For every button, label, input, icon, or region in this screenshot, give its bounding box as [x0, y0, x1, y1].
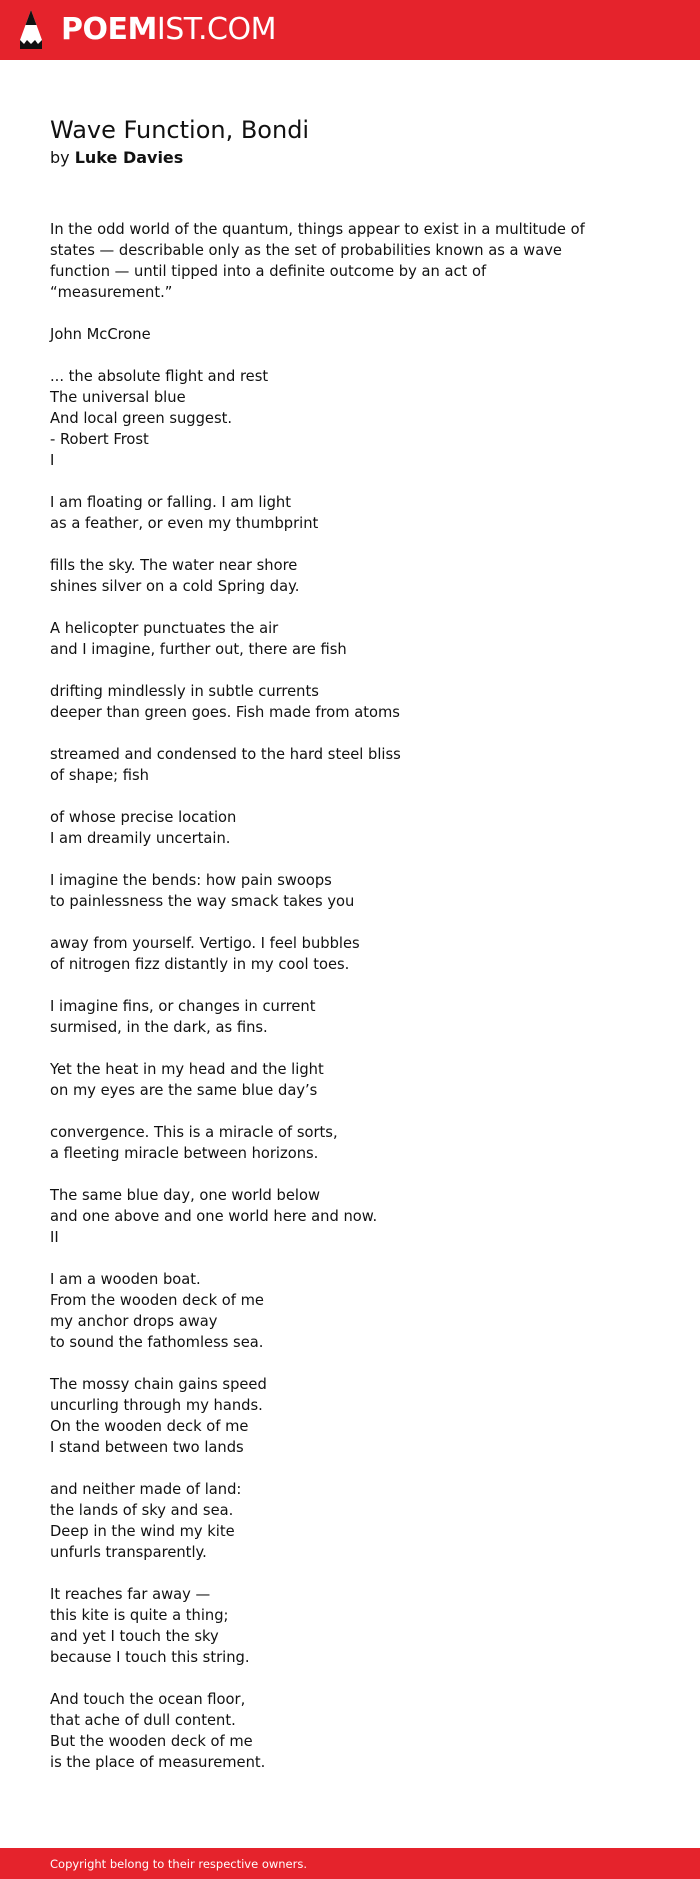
- poem-line: and one above and one world here and now.: [50, 1208, 378, 1225]
- stanza-break: [50, 786, 610, 807]
- poem-line: John McCrone: [50, 326, 151, 343]
- stanza-break: [50, 1563, 610, 1584]
- stanza-break: [50, 1668, 610, 1689]
- stanza-break: [50, 660, 610, 681]
- poem-line: And touch the ocean floor,: [50, 1691, 246, 1708]
- poem-line: of nitrogen fizz distantly in my cool toes.: [50, 956, 350, 973]
- poem-line: But the wooden deck of me: [50, 1733, 253, 1750]
- poem-line: that ache of dull content.: [50, 1712, 236, 1729]
- site-footer: [0, 1848, 700, 1879]
- poem-line: because I touch this string.: [50, 1649, 250, 1666]
- poem-line: I am floating or falling. I am light: [50, 494, 291, 511]
- poem-line: on my eyes are the same blue day’s: [50, 1082, 318, 1099]
- poem-line: uncurling through my hands.: [50, 1397, 263, 1414]
- poem-line: surmised, in the dark, as fins.: [50, 1019, 268, 1036]
- copyright-text: Copyright belong to their respective owners.: [50, 1857, 308, 1871]
- poem-line: this kite is quite a thing;: [50, 1607, 229, 1624]
- poem-line: Deep in the wind my kite: [50, 1523, 235, 1540]
- poem-line: fills the sky. The water near shore: [50, 557, 298, 574]
- logo-light-text: IST.COM: [156, 12, 276, 47]
- poem-line: shines silver on a cold Spring day.: [50, 578, 300, 595]
- stanza-break: [50, 345, 610, 366]
- poem-line: as a feather, or even my thumbprint: [50, 515, 319, 532]
- poem-line: In the odd world of the quantum, things appear to exist in a multitude of: [50, 221, 585, 238]
- poem-line: From the wooden deck of me: [50, 1292, 264, 1309]
- poem-line: The mossy chain gains speed: [50, 1376, 267, 1393]
- byline-prefix: by: [50, 148, 70, 167]
- poem-line: I am a wooden boat.: [50, 1271, 201, 1288]
- stanza-break: [50, 1164, 610, 1185]
- stanza-break: [50, 849, 610, 870]
- poem-line: I am dreamily uncertain.: [50, 830, 231, 847]
- poem-line: ... the absolute flight and rest: [50, 368, 269, 385]
- poem-line: I imagine fins, or changes in current: [50, 998, 316, 1015]
- poem-line: unfurls transparently.: [50, 1544, 207, 1561]
- poem-line: to sound the fathomless sea.: [50, 1334, 264, 1351]
- poem-line: and neither made of land:: [50, 1481, 242, 1498]
- poem-line: is the place of measurement.: [50, 1754, 266, 1771]
- poem-line: function — until tipped into a definite outcome by an act of: [50, 263, 487, 280]
- stanza-break: [50, 1101, 610, 1122]
- logo-bold-text: POEM: [61, 12, 157, 47]
- byline: [50, 146, 183, 170]
- poem-line: my anchor drops away: [50, 1313, 218, 1330]
- poem-line: And local green suggest.: [50, 410, 233, 427]
- stanza-break: [50, 1038, 610, 1059]
- poem-line: I: [50, 452, 55, 469]
- poem-line: of shape; fish: [50, 767, 149, 784]
- poem-line: and yet I touch the sky: [50, 1628, 219, 1645]
- poem-title: Wave Function, Bondi: [50, 116, 310, 144]
- poem-line: of whose precise location: [50, 809, 237, 826]
- poem-line: “measurement.”: [50, 284, 173, 301]
- poem-line: The same blue day, one world below: [50, 1187, 320, 1204]
- poem-line: the lands of sky and sea.: [50, 1502, 234, 1519]
- poem-line: convergence. This is a miracle of sorts,: [50, 1124, 338, 1141]
- poem-line: I imagine the bends: how pain swoops: [50, 872, 332, 889]
- poem-line: On the wooden deck of me: [50, 1418, 249, 1435]
- stanza-break: [50, 1353, 610, 1374]
- poem-line: - Robert Frost: [50, 431, 149, 448]
- poem-line: II: [50, 1229, 59, 1246]
- stanza-break: [50, 597, 610, 618]
- poem-line: streamed and condensed to the hard steel bliss: [50, 746, 401, 763]
- stanza-break: [50, 471, 610, 492]
- poem-line: to painlessness the way smack takes you: [50, 893, 355, 910]
- stanza-break: [50, 303, 610, 324]
- pencil-tip-icon: [18, 9, 44, 51]
- site-logo[interactable]: [61, 11, 276, 49]
- poem-line: drifting mindlessly in subtle currents: [50, 683, 319, 700]
- poem-line: I stand between two lands: [50, 1439, 244, 1456]
- poem-line: a fleeting miracle between horizons.: [50, 1145, 319, 1162]
- stanza-break: [50, 912, 610, 933]
- stanza-break: [50, 534, 610, 555]
- poem-line: states — describable only as the set of probabilities known as a wave: [50, 242, 562, 259]
- poem-line: and I imagine, further out, there are fish: [50, 641, 347, 658]
- stanza-break: [50, 723, 610, 744]
- poem-line: The universal blue: [50, 389, 186, 406]
- poem-line: A helicopter punctuates the air: [50, 620, 279, 637]
- poem-line: Yet the heat in my head and the light: [50, 1061, 324, 1078]
- poem-body: [50, 219, 610, 1773]
- stanza-break: [50, 975, 610, 996]
- poem-line: deeper than green goes. Fish made from atoms: [50, 704, 400, 721]
- author-name: Luke Davies: [74, 148, 184, 167]
- poem-line: away from yourself. Vertigo. I feel bubbles: [50, 935, 360, 952]
- stanza-break: [50, 1248, 610, 1269]
- stanza-break: [50, 1458, 610, 1479]
- site-header: [0, 0, 700, 60]
- poem-line: It reaches far away —: [50, 1586, 211, 1603]
